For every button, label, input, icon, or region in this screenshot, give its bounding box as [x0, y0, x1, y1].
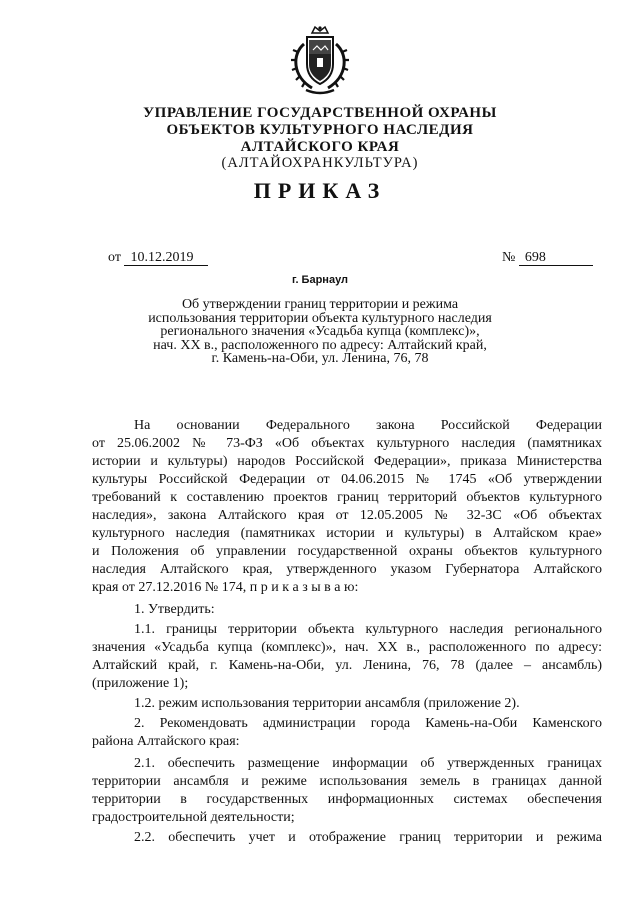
subject-line: Об утверждении границ территории и режима [181, 297, 459, 312]
number-prefix: № [502, 250, 516, 265]
preamble-line: и Положения об управлении государственной охраны объектов культурного [92, 544, 602, 559]
order-number [502, 250, 593, 266]
preamble-line: наследия», закона Алтайского края от 12.05.2005 № 32-ЗС «Об объектах [92, 508, 602, 523]
item-2-1-line: территории ансамбля и режиме использования земель в границах данной [92, 774, 602, 789]
preamble-line: наследия Алтайского края, утвержденного указом Губернатора Алтайского [92, 562, 602, 577]
subject-line: регионального значения «Усадьба купца (комплекс)», [160, 324, 480, 339]
coat-of-arms-emblem [288, 24, 352, 96]
item-1-1-line: значения «Усадьба купца (комплекс)», нач. XX в., расположенного по адресу: [92, 640, 602, 655]
preamble-line: культуры Российской Федерации от 04.06.2015 № 1745 «Об утверждении [92, 472, 602, 487]
item-1: 1. Утвердить: [134, 602, 215, 617]
item-2-1-line: градостроительной деятельности; [92, 810, 295, 825]
number-value: 698 [519, 250, 593, 266]
preamble-line: истории и культуры) народов Российской Федерации», приказа Министерства [92, 454, 602, 469]
item-2-2-line: 2.2. обеспечить учет и отображение границ территории и режима [134, 830, 602, 845]
agency-name-line-3: АЛТАЙСКОГО КРАЯ [240, 139, 400, 155]
issuing-city: г. Барнаул [291, 274, 349, 286]
date-value: 10.12.2019 [124, 250, 208, 266]
subject-line: г. Камень-на-Оби, ул. Ленина, 76, 78 [211, 351, 429, 366]
item-2-line: 2. Рекомендовать администрации города Камень-на-Оби Каменского [134, 716, 602, 731]
subject-line: нач. XX в., расположенного по адресу: Алтайский край, [153, 337, 487, 353]
preamble-line: На основании Федерального закона Российской Федерации [134, 418, 602, 433]
item-2-line: района Алтайского края: [92, 734, 240, 749]
order-date [108, 250, 208, 266]
item-2-1-line: 2.1. обеспечить размещение информации об утвержденных границах [134, 756, 602, 771]
item-1-1-line: 1.1. границы территории объекта культурного наследия регионального [134, 622, 602, 637]
item-2-1-line: территории в государственных информационных системах обеспечения [92, 792, 602, 807]
agency-name-line-2: ОБЪЕКТОВ КУЛЬТУРНОГО НАСЛЕДИЯ [166, 122, 474, 138]
preamble-line: от 25.06.2002 № 73-ФЗ «Об объектах культурного наследия (памятниках [92, 436, 602, 451]
item-1-1-line: (приложение 1); [92, 676, 189, 691]
item-1-2: 1.2. режим использования территории ансамбля (приложение 2). [134, 696, 520, 711]
item-1-1-line: Алтайский край, г. Камень-на-Оби, ул. Ленина, 76, 78 (далее – ансамбль) [92, 658, 602, 673]
date-prefix: от [108, 250, 121, 265]
preamble-line: края от 27.12.2016 № 174, п р и к а з ы в а ю: [92, 580, 359, 595]
order-subject [0, 298, 640, 366]
preamble-line: требований к составлению проектов границ территорий объектов культурного [92, 490, 602, 505]
order-title: ПРИКАЗ [253, 178, 387, 203]
agency-name-line-1: УПРАВЛЕНИЕ ГОСУДАРСТВЕННОЙ ОХРАНЫ [143, 105, 497, 121]
subject-line: использования территории объекта культурного наследия [148, 310, 492, 326]
preamble-line: культурного наследия (памятниках истории и культуры) в Алтайском крае» [92, 526, 602, 541]
agency-abbreviation: (АЛТАЙОХРАНКУЛЬТУРА) [221, 155, 419, 171]
